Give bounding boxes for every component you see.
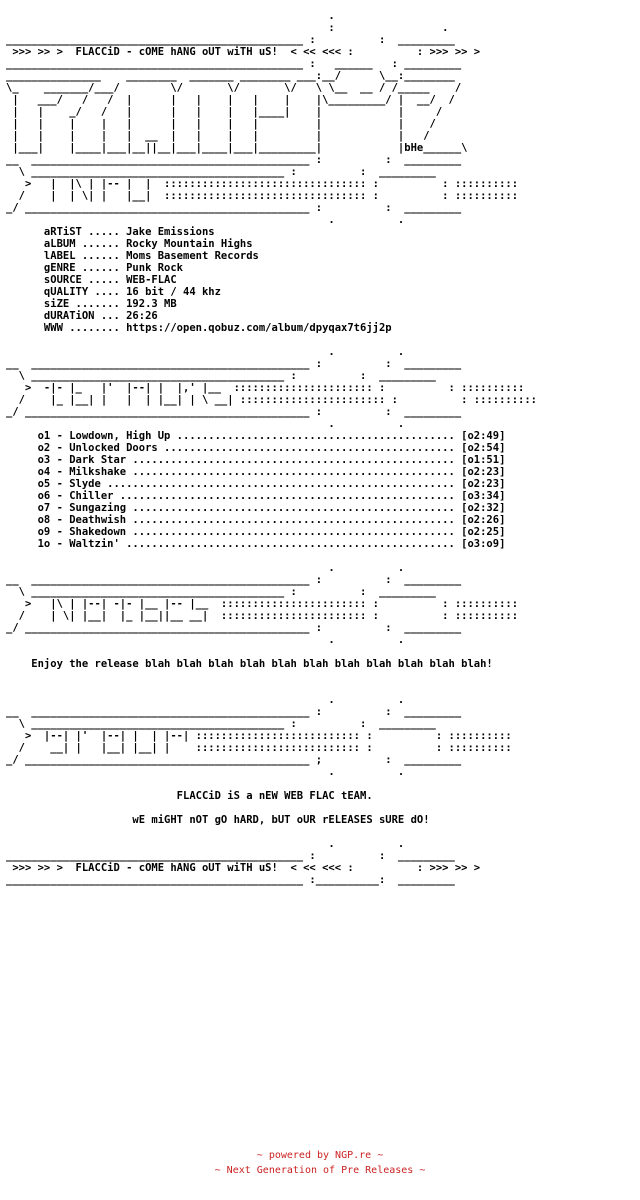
nfo-line xyxy=(6,646,537,658)
tagline-credit: ~ Next Generation of Pre Releases ~ xyxy=(214,1165,426,1176)
nfo-line: . . xyxy=(6,694,417,706)
nfo-line: siZE ....... 192.3 MB xyxy=(6,298,177,310)
nfo-line xyxy=(6,334,537,346)
nfo-line: > | |\ | |-- | | :::::::::::::::::::::::::::::::: : : :::::::::: xyxy=(6,178,519,190)
nfo-line: | | | | | __ | | | | | | / xyxy=(6,130,468,142)
nfo-line: _______________________________________________ : : _________ xyxy=(6,850,455,862)
nfo-line: : . xyxy=(6,22,462,34)
nfo-line: FLACCiD iS a nEW WEB FLAC tEAM. xyxy=(6,790,373,802)
nfo-line: . . xyxy=(6,214,417,226)
nfo-line: _______________ ________ _______ ________ ___:__/ \__:________ xyxy=(6,70,468,82)
nfo-line: dURATiON ... 26:26 xyxy=(6,310,158,322)
nfo-line xyxy=(6,802,537,814)
nfo-line: >>> >> > FLACCiD - cOME hANG oUT wiTH uS! < << <<< : : >>> >> > xyxy=(6,862,487,874)
nfo-line: . . xyxy=(6,838,417,850)
nfo-line: __ ____________________________________________ : : _________ xyxy=(6,154,462,166)
nfo-line: _______________________________________________ :__________: _________ xyxy=(6,874,455,886)
powered-by-credit: ~ powered by NGP.re ~ xyxy=(256,1150,384,1161)
nfo-line: _/ _____________________________________________ : : _________ xyxy=(6,202,462,214)
nfo-line: . . xyxy=(6,562,417,574)
nfo-line: > |\ | |--| -|- |__ |-- |__ ::::::::::::::::::::::: : : :::::::::: xyxy=(6,598,519,610)
nfo-line: _______________________________________________ : ______ : _________ xyxy=(6,58,462,70)
nfo-line: aRTiST ..... Jake Emissions xyxy=(6,226,215,238)
nfo-line: _______________________________________________ : : _________ xyxy=(6,34,455,46)
nfo-line: _/ _____________________________________________ : : _________ xyxy=(6,622,462,634)
nfo-line xyxy=(6,778,537,790)
nfo-line: . . xyxy=(6,634,417,646)
nfo-line: . . xyxy=(6,766,417,778)
nfo-line: >>> >> > FLACCiD - cOME hANG oUT wiTH uS! < << <<< : : >>> >> > xyxy=(6,46,487,58)
nfo-line: _/ _____________________________________________ ; : _________ xyxy=(6,754,462,766)
nfo-line: WWW ........ https://open.qobuz.com/album/dpyqax7t6jj2p xyxy=(6,322,392,334)
nfo-line: lABEL ...... Moms Basement Records xyxy=(6,250,259,262)
nfo-line: / __| | |__| |__| | :::::::::::::::::::::::::: : : :::::::::: xyxy=(6,742,512,754)
nfo-line: aLBUM ...... Rocky Mountain Highs xyxy=(6,238,253,250)
nfo-line: o1 - Lowdown, High Up ............................................ [o2:49] xyxy=(6,430,506,442)
nfo-line: __ ____________________________________________ : : _________ xyxy=(6,358,462,370)
nfo-line: qUALITY .... 16 bit / 44 khz xyxy=(6,286,221,298)
nfo-line: / | | \| | |__| :::::::::::::::::::::::::::::::: : : :::::::::: xyxy=(6,190,519,202)
nfo-line xyxy=(6,550,537,562)
nfo-line: o3 - Dark Star ................................................... [o1:51] xyxy=(6,454,506,466)
nfo-line: | | _/ / | | | | |____| | | / xyxy=(6,106,468,118)
nfo-line: \ ________________________________________ : : _________ xyxy=(6,166,436,178)
nfo-line: / |_ |__| | | | |__| | \ __| ::::::::::::::::::::::: : : :::::::::: xyxy=(6,394,538,406)
nfo-line: o9 - Shakedown ................................................... [o2:25] xyxy=(6,526,506,538)
nfo-line: . xyxy=(6,10,462,22)
nfo-line: Enjoy the release blah blah blah blah blah blah blah blah blah blah blah! xyxy=(6,658,493,670)
nfo-line: o8 - Deathwish ................................................... [o2:26] xyxy=(6,514,506,526)
nfo-line: \_ _______/___/ \/ \/ \/ \ \__ __ / /_____ / xyxy=(6,82,468,94)
nfo-line: __ ____________________________________________ : : _________ xyxy=(6,706,462,718)
nfo-line: | ___/ / / | | | | | | |\_________/ | __/ / xyxy=(6,94,468,106)
nfo-line xyxy=(6,682,537,694)
nfo-line: gENRE ...... Punk Rock xyxy=(6,262,184,274)
nfo-line: |___| |____|___|__||__|___|____|___|_________| |bHe______\ xyxy=(6,142,468,154)
nfo-line: / | \| |__| |_ |__||__ __| ::::::::::::::::::::::: : : :::::::::: xyxy=(6,610,519,622)
nfo-line: > -|- |_ |' |--| | |,' |__ :::::::::::::::::::::: : : :::::::::: xyxy=(6,382,525,394)
nfo-text xyxy=(0,10,537,886)
nfo-line: 1o - Waltzin' .................................................... [o3:o9] xyxy=(6,538,506,550)
nfo-line: \ ________________________________________ : : _________ xyxy=(6,718,436,730)
nfo-line: o7 - Sungazing ................................................... [o2:32] xyxy=(6,502,506,514)
nfo-line: o4 - Milkshake ................................................... [o2:23] xyxy=(6,466,506,478)
nfo-line: . . xyxy=(6,418,417,430)
nfo-line: _/ _____________________________________________ : : _________ xyxy=(6,406,462,418)
nfo-line: sOURCE ..... WEB-FLAC xyxy=(6,274,177,286)
nfo-line: \ ________________________________________ : : _________ xyxy=(6,370,436,382)
nfo-line: > |--| |' |--| | | |--| :::::::::::::::::::::::::: : : :::::::::: xyxy=(6,730,512,742)
nfo-line: | | | | | | | | | | | / xyxy=(6,118,468,130)
nfo-line: \ ________________________________________ : : _________ xyxy=(6,586,436,598)
nfo-line: wE miGHT nOT gO hARD, bUT oUR rELEASES sURE dO! xyxy=(6,814,430,826)
nfo-line: __ ____________________________________________ : : _________ xyxy=(6,574,462,586)
nfo-line xyxy=(6,826,537,838)
nfo-line: o6 - Chiller ..................................................... [o3:34] xyxy=(6,490,506,502)
nfo-line: o2 - Unlocked Doors .............................................. [o2:54] xyxy=(6,442,506,454)
nfo-line xyxy=(6,670,537,682)
nfo-line: . . xyxy=(6,346,417,358)
nfo-line: o5 - Slyde ....................................................... [o2:23] xyxy=(6,478,506,490)
